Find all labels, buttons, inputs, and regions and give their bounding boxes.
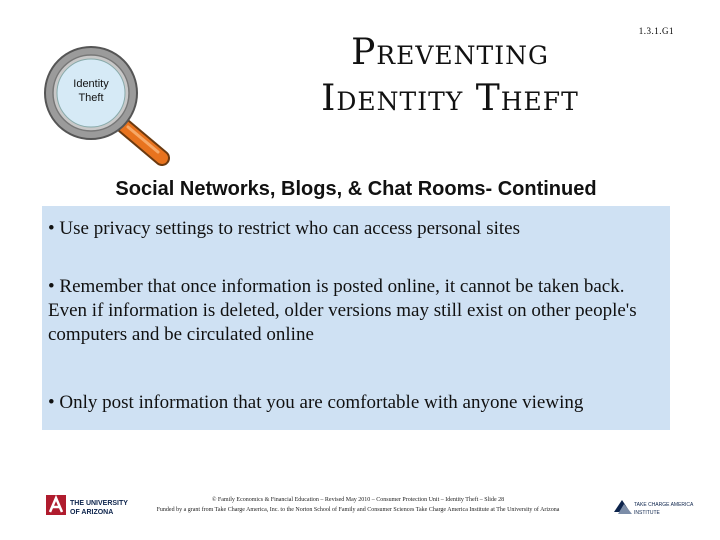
footer-funding: Funded by a grant from Take Charge America, Inc. to the Norton School of Family and Consumer Sciences Take Charge America Institute at The University of Arizona — [156, 507, 560, 513]
slide-code: 1.3.1.G1 — [638, 26, 674, 36]
page-title — [270, 30, 630, 122]
section-subtitle: Social Networks, Blogs, & Chat Rooms- Continued — [115, 178, 597, 200]
partner-line1: TAKE CHARGE AMERICA — [634, 502, 694, 508]
identity-theft-magnifier-logo — [40, 44, 170, 164]
take-charge-america-logo — [612, 494, 694, 520]
footer-credits — [118, 495, 598, 515]
footer-copyright: © Family Economics & Financial Education – Revised May 2010 – Consumer Protection Unit – Identity Theft – Slide 28 — [211, 497, 505, 503]
partner-line2: INSTITUTE — [634, 510, 660, 516]
bullet-item: • Only post information that you are comfortable with anyone viewing — [48, 392, 584, 413]
bullet-item: • Use privacy settings to restrict who can access personal sites — [48, 218, 521, 239]
title-line1: Preventing — [351, 32, 549, 73]
university-line1: THE UNIVERSITY — [70, 500, 128, 507]
bullet-item: • Remember that once information is posted online, it cannot be taken back. Even if information is deleted, older versions may still exist on other people's computers and be circulated online — [48, 276, 637, 345]
university-line2: OF ARIZONA — [70, 509, 114, 516]
logo-text-line2: Theft — [78, 92, 104, 104]
logo-text-line1: Identity — [73, 78, 109, 90]
take-charge-america-icon — [612, 494, 694, 520]
title-line2: Identity Theft — [321, 78, 579, 119]
